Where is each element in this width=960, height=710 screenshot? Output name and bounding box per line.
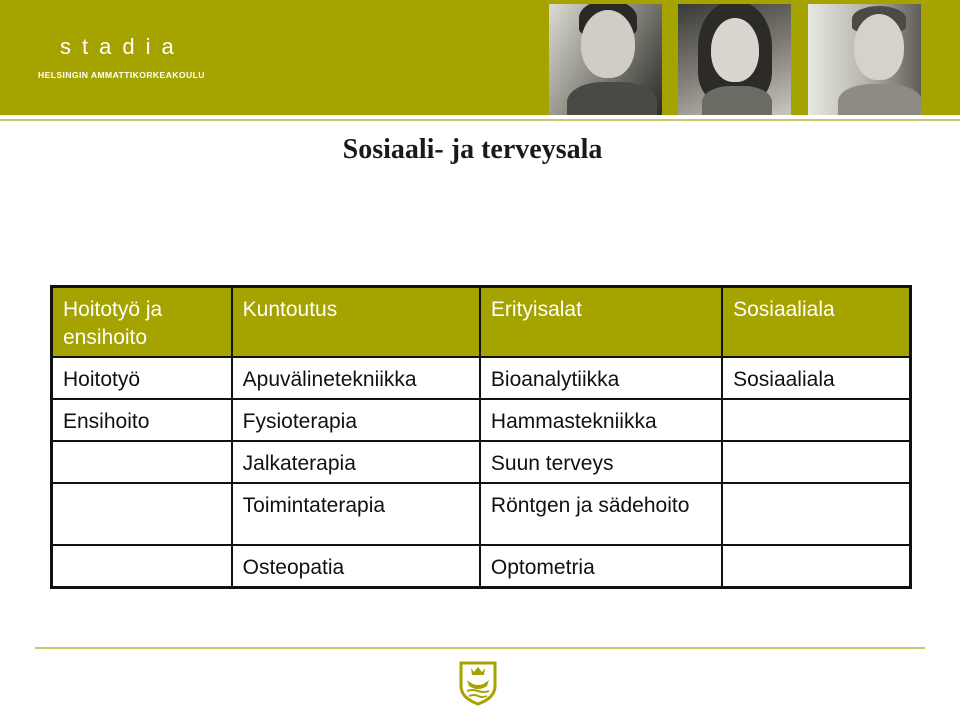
table-cell	[722, 441, 910, 483]
table-cell: Jalkaterapia	[232, 441, 480, 483]
table-cell	[52, 483, 232, 545]
header	[0, 0, 960, 118]
table-cell: Hammastekniikka	[480, 399, 722, 441]
student-photo-1	[549, 4, 662, 115]
header-cell: Erityisalat	[480, 287, 722, 358]
header-cell: Kuntoutus	[232, 287, 480, 358]
table-cell: Fysioterapia	[232, 399, 480, 441]
table-cell: Toimintaterapia	[232, 483, 480, 545]
table-cell	[52, 441, 232, 483]
table-cell	[722, 545, 910, 588]
programs-table	[50, 285, 912, 589]
header-divider	[0, 119, 960, 121]
table-cell: Ensihoito	[52, 399, 232, 441]
table-cell: Osteopatia	[232, 545, 480, 588]
table-cell: Sosiaaliala	[722, 357, 910, 399]
header-cell: Hoitotyö ja ensihoito	[52, 287, 232, 358]
table-cell: Optometria	[480, 545, 722, 588]
table-cell	[722, 483, 910, 545]
table-cell: Bioanalytiikka	[480, 357, 722, 399]
helsinki-crest-icon	[458, 660, 498, 706]
table-cell: Hoitotyö	[52, 357, 232, 399]
table-cell: Suun terveys	[480, 441, 722, 483]
page-title: Sosiaali- ja terveysala	[342, 134, 603, 165]
stadia-logo	[38, 34, 205, 80]
table-row	[52, 357, 911, 399]
header-cell: Sosiaaliala	[722, 287, 910, 358]
student-photo-2	[678, 4, 791, 115]
table-cell: Apuvälinetekniikka	[232, 357, 480, 399]
table-row	[52, 545, 911, 588]
student-photo-3	[808, 4, 921, 115]
table-cell	[722, 399, 910, 441]
logo-subtitle: HELSINGIN AMMATTIKORKEAKOULU	[38, 70, 205, 80]
table-cell: Röntgen ja sädehoito	[480, 483, 722, 545]
table-row	[52, 399, 911, 441]
table-cell	[52, 545, 232, 588]
logo-word: stadia	[60, 34, 185, 59]
table-row	[52, 441, 911, 483]
table-row	[52, 483, 911, 545]
footer-divider	[35, 647, 925, 649]
table-header-row	[52, 287, 911, 358]
